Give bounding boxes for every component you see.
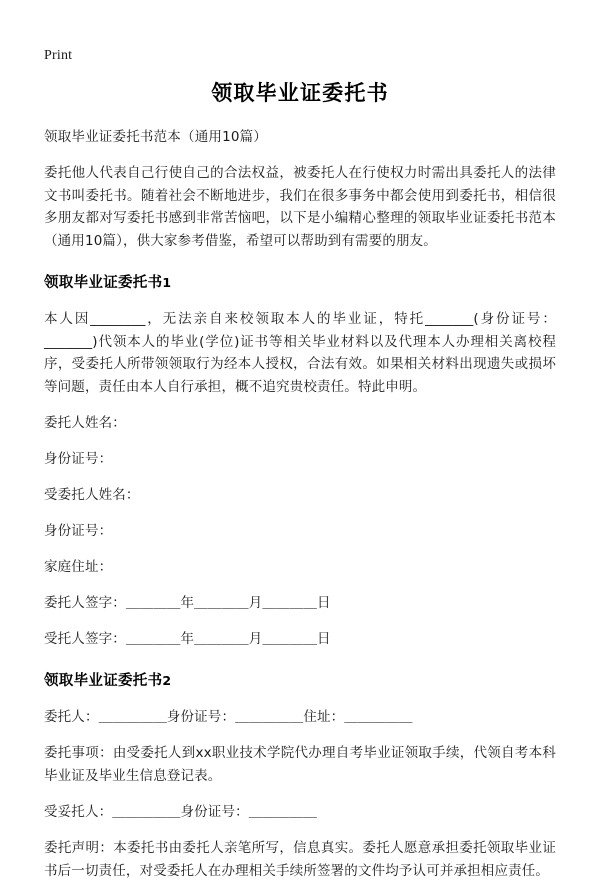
field-home-address: 家庭住址： — [44, 559, 113, 575]
section-heading-1-text: 领取毕业证委托书 — [44, 275, 163, 291]
field-principal-name: 委托人姓名： — [44, 415, 126, 431]
field-principal-id: 身份证号： — [44, 451, 113, 467]
section-heading-2-number: 2 — [162, 673, 172, 688]
print-button[interactable]: Print — [44, 48, 73, 63]
print-toolbar — [44, 0, 556, 64]
section-2-statement: 委托声明：本委托书由委托人亲笔所写，信息真实。委托人愿意承担委托领取毕业证书后一切责任，对受委托人在办理相关手续所签署的文件均予认可并承担相应责任。 — [44, 840, 556, 879]
section-heading-2 — [44, 670, 556, 692]
section-2-matters: 委托事项：由受委托人到xx职业技术学院代办理自考毕业证领取手续，代领自考本科毕业证及毕业生信息登记表。 — [44, 745, 556, 784]
section-heading-2-text: 领取毕业证委托书 — [44, 673, 163, 689]
field-trustee-id: 身份证号： — [44, 523, 113, 539]
intro-paragraph: 委托他人代表自己行使自己的合法权益，被委托人在行使权力时需出具委托人的法律文书叫委托书。随着社会不断地进步，我们在很多事务中都会使用到委托书，相信很多朋友都对写委托书感到非常苦恼吧，以下是小编精心整理的领取毕业证委托书范本（通用10篇），供大家参考借鉴，希望可以帮助到有需要的朋友。 — [44, 165, 556, 249]
page-title: 领取毕业证委托书 — [211, 81, 389, 105]
field-trustee-name: 受委托人姓名： — [44, 487, 140, 503]
field-trustee-signature-date: 受托人签字：＿＿＿＿年＿＿＿＿月＿＿＿＿日 — [44, 631, 331, 647]
field-trustee-info-line: 受妥托人：＿＿＿＿＿身份证号：＿＿＿＿＿ — [44, 804, 317, 820]
section-heading-1 — [44, 272, 556, 294]
section-heading-1-number: 1 — [162, 275, 172, 290]
field-principal-signature-date: 委托人签字：＿＿＿＿年＿＿＿＿月＿＿＿＿日 — [44, 595, 331, 611]
field-principal-info-line: 委托人：＿＿＿＿＿身份证号：＿＿＿＿＿住址：＿＿＿＿＿ — [44, 709, 413, 725]
document-subtitle: 领取毕业证委托书范本（通用10篇） — [44, 129, 268, 145]
section-1-body: 本人因________，无法亲自来校领取本人的毕业证，特托_______(身份证号：_______)代领本人的毕业(学位)证书等相关毕业材料以及代理本人办理相关离校程序，受委托人所带领领取行为经本人授权，合法有效。如果相关材料出现遗失或损坏等问题，责任由本人自行承担，概不追究贵校责任。特此申明。 — [44, 311, 556, 395]
